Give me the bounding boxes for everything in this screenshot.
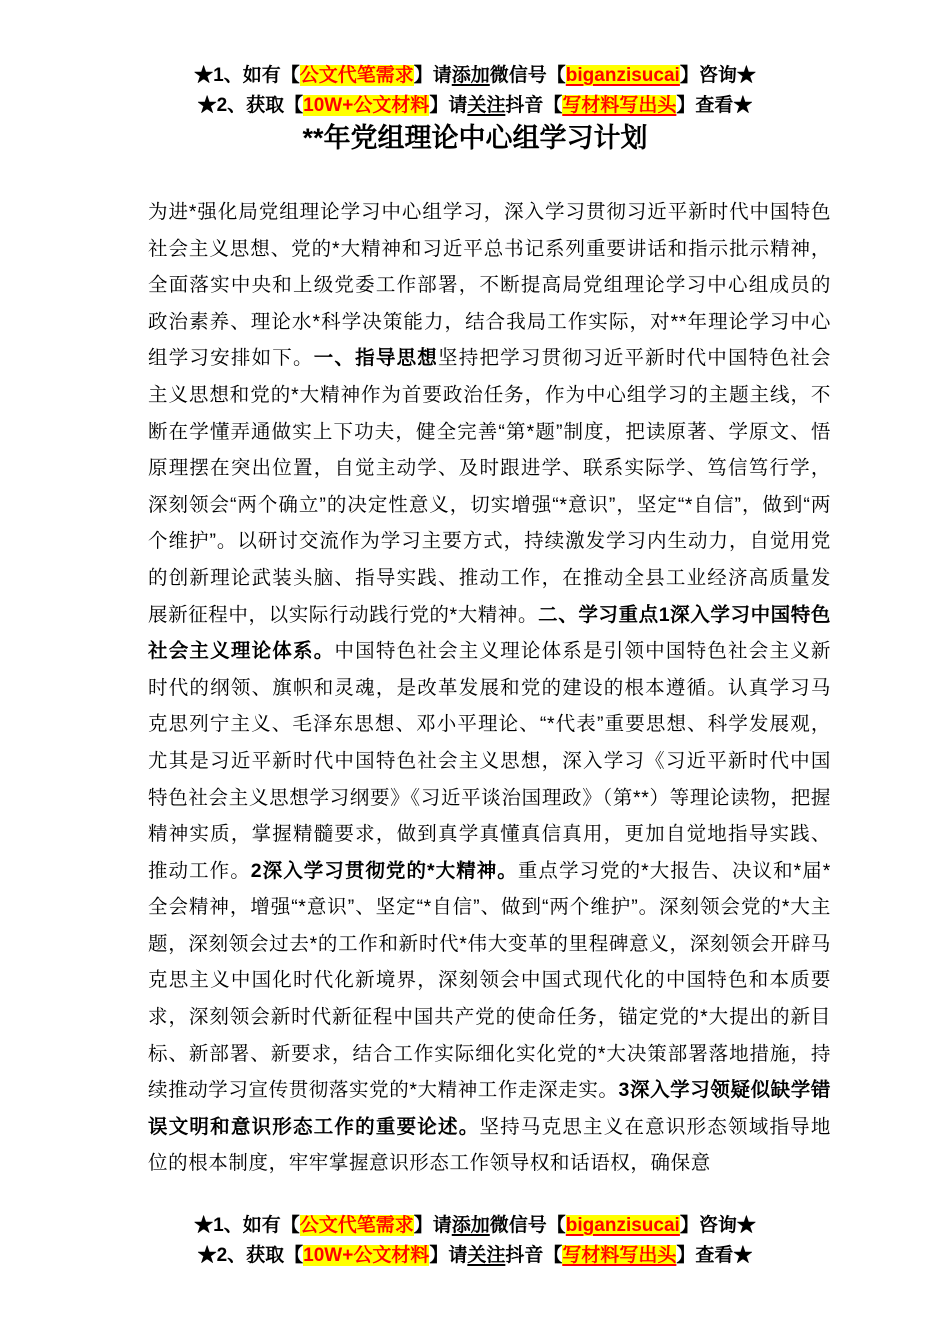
materials-offer-label: 10W+公文材料 — [303, 1245, 430, 1266]
header-notice-line-1 — [0, 61, 950, 91]
notice-star-suffix: 】查看★ — [676, 1245, 753, 1266]
wechat-id: biganzisucai — [565, 65, 680, 86]
notice-star-suffix: 】查看★ — [676, 95, 753, 116]
footer-notice — [0, 1211, 950, 1271]
footer-notice-line-1 — [0, 1211, 950, 1241]
follow-action-label: 关注 — [467, 95, 506, 116]
notice-connector: 】请 — [429, 1245, 468, 1266]
notice-connector: 】请 — [413, 1215, 452, 1236]
text-segment: 重点学习党的*大报告、决议和*届*全会精神，增强“*意识”、坚定“*自信”、做到“两个维护”。深刻领会党的*大主题，深刻领会过去*的工作和新时代*伟大变革的里程碑意义，深刻领会开辟马克思主义中国化时代化新境界，深刻领会中国式现代化的中国特色和本质要求，深刻领会新时代新征程中国共产党的使命任务，锚定党的*大提出的新目标、新部署、新要求，结合工作实际细化实化党的*大决策部署落地措施，持续推动学习宣传贯彻落实党的*大精神工作走深走实。 — [148, 859, 831, 1102]
douyin-account: 写材料写出头 — [562, 95, 677, 116]
wechat-id: biganzisucai — [565, 1215, 680, 1236]
text-segment: 3深入学习领疑似缺学错误文明和意识形态工作的重要论述。 — [148, 1079, 831, 1138]
douyin-label: 抖音【 — [505, 1245, 563, 1266]
footer-notice-line-2 — [0, 1241, 950, 1271]
douyin-label: 抖音【 — [505, 95, 563, 116]
highlighted-service-label: 公文代笔需求 — [299, 1215, 414, 1236]
text-segment: 中国特色社会主义理论体系是引领中国特色社会主义新时代的纲领、旗帜和灵魂，是改革发展和党的建设的根本遵循。认真学习马克思列宁主义、毛泽东思想、邓小平理论、“*代表”重要思想、科学发展观，尤其是习近平新时代中国特色社会主义思想，深入学习《习近平新时代中国特色社会主义思想学习纲要》《习近平谈治国理政》（第**）等理论读物，把握精神实质，掌握精髓要求，做到真学真懂真信真用，更加自觉地指导实践、推动工作。 — [148, 640, 831, 882]
text-segment: 坚持马克思主义在意识形态领域指导地位的根本制度，牢牢掌握意识形态工作领导权和话语权，确保意 — [148, 1115, 831, 1175]
notice-star-prefix: ★2、获取【 — [197, 1245, 304, 1266]
text-segment: 二、学习重点1深入学习中国特色社会主义理论体系。 — [148, 603, 831, 663]
notice-connector: 】请 — [413, 65, 452, 86]
wechat-label: 微信号【 — [489, 1215, 566, 1236]
notice-star-prefix: ★1、如有【 — [194, 1215, 300, 1236]
text-segment: 2深入学习贯彻党的*大精神。 — [250, 859, 518, 882]
notice-connector: 】请 — [429, 95, 468, 116]
highlighted-service-label: 公文代笔需求 — [299, 65, 414, 86]
add-action-label: 添加 — [451, 65, 490, 86]
add-action-label: 添加 — [451, 1215, 490, 1236]
document-title: **年党组理论中心组学习计划 — [302, 123, 648, 153]
text-segment: 一、指导思想 — [313, 347, 439, 370]
notice-star-prefix: ★1、如有【 — [194, 65, 300, 86]
header-notice-line-2 — [0, 91, 950, 121]
wechat-label: 微信号【 — [489, 65, 566, 86]
text-segment: 为进*强化局党组理论学习中心组学习，深入学习贯彻习近平新时代中国特色社会主义思想、党的*大精神和习近平总书记系列重要讲话和指示批示精神，全面落实中央和上级党委工作部署，不断提高局党组理论学习中心组成员的政治素养、理论水*科学决策能力，结合我局工作实际，对**年理论学习中心组学习安排如下。 — [148, 201, 831, 370]
body-paragraph — [148, 194, 831, 1182]
header-notice — [0, 61, 950, 121]
notice-star-prefix: ★2、获取【 — [197, 95, 304, 116]
materials-offer-label: 10W+公文材料 — [303, 95, 430, 116]
douyin-account: 写材料写出头 — [562, 1245, 677, 1266]
follow-action-label: 关注 — [467, 1245, 506, 1266]
notice-star-suffix: 】咨询★ — [679, 1215, 756, 1236]
text-segment: 坚持把学习贯彻习近平新时代中国特色社会主义思想和党的*大精神作为首要政治任务，作为中心组学习的主题主线，不断在学懂弄通做实上下功夫，健全完善“第*题”制度，把读原著、学原文、悟原理摆在突出位置，自觉主动学、及时跟进学、联系实际学、笃信笃行学，深刻领会“两个确立”的决定性意义，切实增强“*意识”，坚定“*自信”，做到“两个维护”。以研讨交流作为学习主要方式，持续激发学习内生动力，自觉用党的创新理论武装头脑、指导实践、推动工作，在推动全县工业经济高质量发展新征程中，以实际行动践行党的*大精神。 — [148, 347, 831, 626]
notice-star-suffix: 】咨询★ — [679, 65, 756, 86]
